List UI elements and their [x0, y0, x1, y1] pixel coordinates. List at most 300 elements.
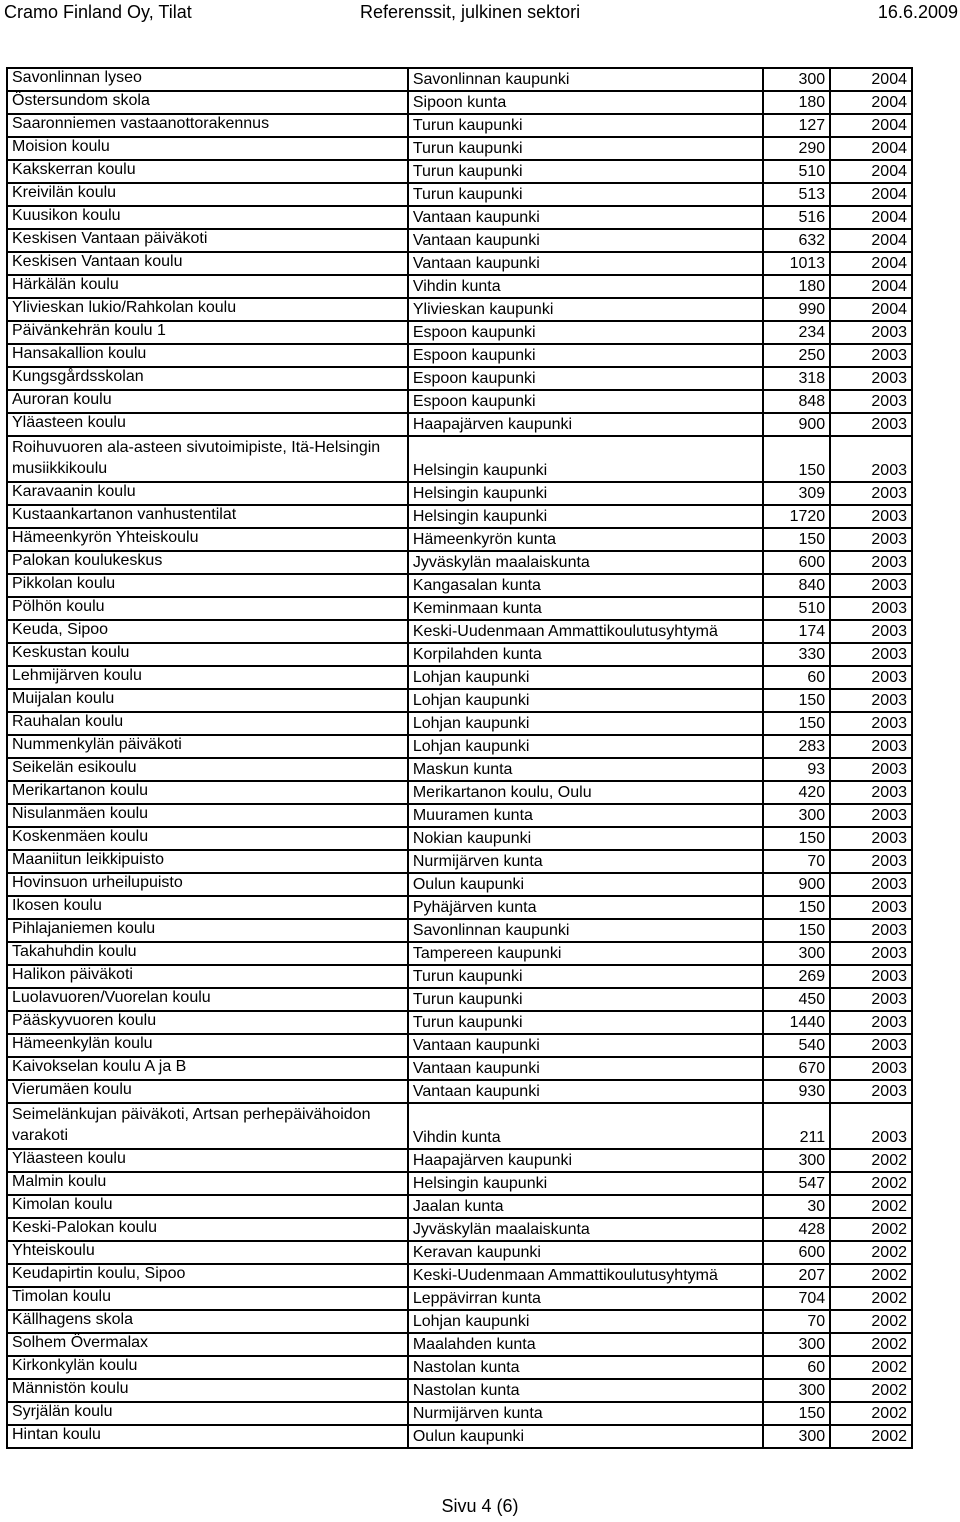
year-cell: 2002 — [830, 1149, 912, 1172]
project-name-cell — [7, 1287, 408, 1310]
year-cell: 2003 — [830, 666, 912, 689]
table-row — [7, 1057, 912, 1080]
client-cell: Pyhäjärven kunta — [408, 896, 763, 919]
table-row — [7, 597, 912, 620]
table-row — [7, 482, 912, 505]
year-cell: 2003 — [830, 321, 912, 344]
project-name-cell — [7, 275, 408, 298]
table-row — [7, 252, 912, 275]
year-cell: 2002 — [830, 1287, 912, 1310]
project-name-cell — [7, 1080, 408, 1103]
table-row — [7, 620, 912, 643]
table-row — [7, 781, 912, 804]
project-name-text: Källhagens skola — [12, 1311, 133, 1328]
year-cell: 2002 — [830, 1356, 912, 1379]
size-cell: 250 — [763, 344, 830, 367]
client-cell: Vihdin kunta — [408, 275, 763, 298]
size-cell: 300 — [763, 942, 830, 965]
year-cell: 2003 — [830, 781, 912, 804]
year-cell: 2002 — [830, 1195, 912, 1218]
project-name-text: Nisulanmäen koulu — [12, 805, 149, 822]
size-cell: 318 — [763, 367, 830, 390]
client-cell: Vantaan kaupunki — [408, 1057, 763, 1080]
project-name-cell — [7, 91, 408, 114]
project-name-text: Ylivieskan lukio/Rahkolan koulu — [12, 299, 237, 316]
year-cell: 2002 — [830, 1425, 912, 1448]
project-name-cell — [7, 229, 408, 252]
client-cell: Leppävirran kunta — [408, 1287, 763, 1310]
year-cell: 2004 — [830, 298, 912, 321]
year-cell: 2003 — [830, 597, 912, 620]
project-name-cell — [7, 1310, 408, 1333]
year-cell: 2002 — [830, 1310, 912, 1333]
size-cell: 70 — [763, 1310, 830, 1333]
project-name-text: Männistön koulu — [12, 1380, 129, 1397]
project-name-text: Auroran koulu — [12, 391, 112, 408]
year-cell: 2003 — [830, 1034, 912, 1057]
project-name-text: Härkälän koulu — [12, 276, 119, 293]
table-row — [7, 1425, 912, 1448]
table-row — [7, 1379, 912, 1402]
size-cell: 1720 — [763, 505, 830, 528]
project-name-cell — [7, 1333, 408, 1356]
client-cell: Lohjan kaupunki — [408, 689, 763, 712]
project-name-cell — [7, 551, 408, 574]
project-name-cell — [7, 1172, 408, 1195]
size-cell: 300 — [763, 1425, 830, 1448]
table-row — [7, 1310, 912, 1333]
project-name-cell — [7, 1379, 408, 1402]
project-name-cell — [7, 896, 408, 919]
header-company: Cramo Finland Oy, Tilat — [4, 2, 192, 22]
size-cell: 930 — [763, 1080, 830, 1103]
project-name-text: Keudapirtin koulu, Sipoo — [12, 1265, 186, 1282]
size-cell: 211 — [763, 1103, 830, 1149]
size-cell: 330 — [763, 643, 830, 666]
project-name-cell — [7, 758, 408, 781]
client-cell: Lohjan kaupunki — [408, 712, 763, 735]
project-name-text: Takahuhdin koulu — [12, 943, 137, 960]
year-cell: 2003 — [830, 390, 912, 413]
client-cell: Keski-Uudenmaan Ammattikoulutusyhtymä — [408, 620, 763, 643]
project-name-text: Hämeenkylän koulu — [12, 1035, 153, 1052]
client-cell: Espoon kaupunki — [408, 344, 763, 367]
project-name-text: Solhem Övermalax — [12, 1334, 149, 1351]
project-name-text: Kuusikon koulu — [12, 207, 121, 224]
table-row — [7, 367, 912, 390]
client-cell: Vantaan kaupunki — [408, 229, 763, 252]
table-row — [7, 137, 912, 160]
project-name-text: Keski-Palokan koulu — [12, 1219, 157, 1236]
year-cell: 2002 — [830, 1333, 912, 1356]
project-name-cell — [7, 436, 408, 482]
project-name-text: Kimolan koulu — [12, 1196, 113, 1213]
project-name-text: Pölhön koulu — [12, 598, 105, 615]
client-cell: Keravan kaupunki — [408, 1241, 763, 1264]
project-name-text: Kreivilän koulu — [12, 184, 117, 201]
size-cell: 180 — [763, 275, 830, 298]
project-name-cell — [7, 183, 408, 206]
project-name-cell — [7, 942, 408, 965]
table-row — [7, 942, 912, 965]
table-row — [7, 827, 912, 850]
reference-table — [6, 67, 913, 1449]
project-name-cell — [7, 666, 408, 689]
year-cell: 2002 — [830, 1218, 912, 1241]
client-cell: Vantaan kaupunki — [408, 1034, 763, 1057]
client-cell: Nokian kaupunki — [408, 827, 763, 850]
project-name-cell — [7, 505, 408, 528]
project-name-text: Syrjälän koulu — [12, 1403, 113, 1420]
project-name-cell — [7, 1057, 408, 1080]
client-cell: Jaalan kunta — [408, 1195, 763, 1218]
table-row — [7, 551, 912, 574]
client-cell: Espoon kaupunki — [408, 321, 763, 344]
year-cell: 2003 — [830, 873, 912, 896]
table-row — [7, 919, 912, 942]
project-name-cell — [7, 643, 408, 666]
project-name-text: Pihlajaniemen koulu — [12, 920, 156, 937]
client-cell: Lohjan kaupunki — [408, 735, 763, 758]
project-name-cell — [7, 919, 408, 942]
project-name-cell — [7, 367, 408, 390]
table-row — [7, 1264, 912, 1287]
table-row — [7, 1218, 912, 1241]
project-name-text: Keuda, Sipoo — [12, 621, 109, 638]
table-row — [7, 436, 912, 482]
project-name-text: Maaniitun leikkipuisto — [12, 851, 165, 868]
project-name-cell — [7, 620, 408, 643]
table-row — [7, 689, 912, 712]
year-cell: 2003 — [830, 712, 912, 735]
project-name-cell — [7, 413, 408, 436]
client-cell: Helsingin kaupunki — [408, 436, 763, 482]
year-cell: 2002 — [830, 1402, 912, 1425]
year-cell: 2003 — [830, 1080, 912, 1103]
table-row — [7, 344, 912, 367]
year-cell: 2003 — [830, 942, 912, 965]
client-cell: Muuramen kunta — [408, 804, 763, 827]
size-cell: 1440 — [763, 1011, 830, 1034]
size-cell: 150 — [763, 436, 830, 482]
client-cell: Oulun kaupunki — [408, 873, 763, 896]
client-cell: Oulun kaupunki — [408, 1425, 763, 1448]
client-cell: Lohjan kaupunki — [408, 666, 763, 689]
project-name-text: Seimelänkujan päiväkoti, Artsan perhepäivähoidon varakoti — [12, 1106, 371, 1144]
project-name-text: Yläasteen koulu — [12, 1150, 126, 1167]
project-name-text: Kaivokselan koulu A ja B — [12, 1058, 187, 1075]
client-cell: Kangasalan kunta — [408, 574, 763, 597]
project-name-cell — [7, 988, 408, 1011]
size-cell: 632 — [763, 229, 830, 252]
project-name-cell — [7, 873, 408, 896]
client-cell: Sipoon kunta — [408, 91, 763, 114]
project-name-cell — [7, 804, 408, 827]
project-name-text: Rauhalan koulu — [12, 713, 124, 730]
client-cell: Nurmijärven kunta — [408, 1402, 763, 1425]
client-cell: Turun kaupunki — [408, 137, 763, 160]
year-cell: 2003 — [830, 620, 912, 643]
project-name-cell — [7, 1356, 408, 1379]
year-cell: 2003 — [830, 643, 912, 666]
header-date: 16.6.2009 — [877, 2, 958, 22]
year-cell: 2003 — [830, 482, 912, 505]
size-cell: 300 — [763, 1379, 830, 1402]
client-cell: Keminmaan kunta — [408, 597, 763, 620]
project-name-cell — [7, 137, 408, 160]
project-name-text: Kirkonkylän koulu — [12, 1357, 138, 1374]
table-row — [7, 1172, 912, 1195]
year-cell: 2003 — [830, 965, 912, 988]
client-cell: Jyväskylän maalaiskunta — [408, 1218, 763, 1241]
table-row — [7, 298, 912, 321]
client-cell: Tampereen kaupunki — [408, 942, 763, 965]
table-row — [7, 1402, 912, 1425]
year-cell: 2003 — [830, 1011, 912, 1034]
size-cell: 234 — [763, 321, 830, 344]
table-row — [7, 183, 912, 206]
project-name-cell — [7, 965, 408, 988]
year-cell: 2003 — [830, 827, 912, 850]
project-name-cell — [7, 1218, 408, 1241]
header-title: Referenssit, julkinen sektori — [360, 2, 581, 22]
client-cell: Savonlinnan kaupunki — [408, 919, 763, 942]
year-cell: 2003 — [830, 413, 912, 436]
table-row — [7, 160, 912, 183]
project-name-cell — [7, 827, 408, 850]
project-name-cell — [7, 1241, 408, 1264]
year-cell: 2004 — [830, 275, 912, 298]
client-cell: Ylivieskan kaupunki — [408, 298, 763, 321]
project-name-cell — [7, 482, 408, 505]
year-cell: 2003 — [830, 988, 912, 1011]
table-row — [7, 758, 912, 781]
size-cell: 309 — [763, 482, 830, 505]
year-cell: 2003 — [830, 804, 912, 827]
project-name-text: Palokan koulukeskus — [12, 552, 163, 569]
table-row — [7, 873, 912, 896]
size-cell: 70 — [763, 850, 830, 873]
project-name-cell — [7, 298, 408, 321]
project-name-text: Savonlinnan lyseo — [12, 69, 142, 86]
size-cell: 283 — [763, 735, 830, 758]
size-cell: 30 — [763, 1195, 830, 1218]
table-row — [7, 114, 912, 137]
year-cell: 2003 — [830, 1103, 912, 1149]
size-cell: 150 — [763, 1402, 830, 1425]
size-cell: 1013 — [763, 252, 830, 275]
size-cell: 513 — [763, 183, 830, 206]
client-cell: Helsingin kaupunki — [408, 482, 763, 505]
table-row — [7, 390, 912, 413]
client-cell: Vantaan kaupunki — [408, 1080, 763, 1103]
year-cell: 2003 — [830, 1057, 912, 1080]
project-name-text: Östersundom skola — [12, 92, 150, 109]
project-name-text: Ikosen koulu — [12, 897, 102, 914]
project-name-text: Luolavuoren/Vuorelan koulu — [12, 989, 211, 1006]
year-cell: 2003 — [830, 689, 912, 712]
size-cell: 516 — [763, 206, 830, 229]
table-row — [7, 850, 912, 873]
client-cell: Turun kaupunki — [408, 183, 763, 206]
table-row — [7, 1080, 912, 1103]
client-cell: Nurmijärven kunta — [408, 850, 763, 873]
project-name-cell — [7, 68, 408, 91]
client-cell: Turun kaupunki — [408, 1011, 763, 1034]
project-name-text: Yläasteen koulu — [12, 414, 126, 431]
size-cell: 150 — [763, 689, 830, 712]
year-cell: 2004 — [830, 137, 912, 160]
size-cell: 547 — [763, 1172, 830, 1195]
client-cell: Helsingin kaupunki — [408, 505, 763, 528]
project-name-cell — [7, 1103, 408, 1149]
table-row — [7, 1103, 912, 1149]
year-cell: 2004 — [830, 183, 912, 206]
size-cell: 93 — [763, 758, 830, 781]
project-name-cell — [7, 735, 408, 758]
client-cell: Turun kaupunki — [408, 114, 763, 137]
project-name-cell — [7, 850, 408, 873]
size-cell: 510 — [763, 160, 830, 183]
size-cell: 428 — [763, 1218, 830, 1241]
size-cell: 670 — [763, 1057, 830, 1080]
page-number: Sivu 4 (6) — [441, 1496, 519, 1516]
table-row — [7, 1034, 912, 1057]
project-name-text: Vierumäen koulu — [12, 1081, 132, 1098]
size-cell: 600 — [763, 1241, 830, 1264]
project-name-cell — [7, 1264, 408, 1287]
client-cell: Haapajärven kaupunki — [408, 1149, 763, 1172]
project-name-cell — [7, 1402, 408, 1425]
project-name-text: Timolan koulu — [12, 1288, 112, 1305]
client-cell: Haapajärven kaupunki — [408, 413, 763, 436]
size-cell: 207 — [763, 1264, 830, 1287]
size-cell: 127 — [763, 114, 830, 137]
size-cell: 150 — [763, 827, 830, 850]
size-cell: 300 — [763, 1333, 830, 1356]
year-cell: 2004 — [830, 206, 912, 229]
size-cell: 900 — [763, 413, 830, 436]
size-cell: 450 — [763, 988, 830, 1011]
table-row — [7, 1149, 912, 1172]
project-name-cell — [7, 1425, 408, 1448]
project-name-cell — [7, 689, 408, 712]
project-name-text: Kustaankartanon vanhustentilat — [12, 506, 237, 523]
client-cell: Savonlinnan kaupunki — [408, 68, 763, 91]
year-cell: 2004 — [830, 68, 912, 91]
project-name-cell — [7, 1034, 408, 1057]
size-cell: 848 — [763, 390, 830, 413]
size-cell: 600 — [763, 551, 830, 574]
project-name-text: Kakskerran koulu — [12, 161, 136, 178]
project-name-text: Päivänkehrän koulu 1 — [12, 322, 166, 339]
project-name-text: Lehmijärven koulu — [12, 667, 142, 684]
size-cell: 150 — [763, 919, 830, 942]
project-name-cell — [7, 712, 408, 735]
client-cell: Vantaan kaupunki — [408, 252, 763, 275]
size-cell: 540 — [763, 1034, 830, 1057]
project-name-text: Yhteiskoulu — [12, 1242, 95, 1259]
year-cell: 2004 — [830, 252, 912, 275]
client-cell: Hämeenkyrön kunta — [408, 528, 763, 551]
project-name-text: Saaronniemen vastaanottorakennus — [12, 115, 270, 132]
project-name-text: Pikkolan koulu — [12, 575, 116, 592]
year-cell: 2003 — [830, 919, 912, 942]
size-cell: 150 — [763, 528, 830, 551]
table-row — [7, 896, 912, 919]
project-name-cell — [7, 1195, 408, 1218]
size-cell: 420 — [763, 781, 830, 804]
project-name-cell — [7, 252, 408, 275]
table-row — [7, 1241, 912, 1264]
project-name-text: Koskenmäen koulu — [12, 828, 149, 845]
project-name-text: Roihuvuoren ala-asteen sivutoimipiste, Itä-Helsingin musiikkikoulu — [12, 439, 381, 477]
year-cell: 2003 — [830, 528, 912, 551]
year-cell: 2003 — [830, 436, 912, 482]
year-cell: 2004 — [830, 229, 912, 252]
project-name-text: Malmin koulu — [12, 1173, 107, 1190]
year-cell: 2002 — [830, 1172, 912, 1195]
client-cell: Merikartanon koulu, Oulu — [408, 781, 763, 804]
table-row — [7, 68, 912, 91]
table-row — [7, 528, 912, 551]
client-cell: Vihdin kunta — [408, 1103, 763, 1149]
table-row — [7, 1287, 912, 1310]
table-row — [7, 1011, 912, 1034]
project-name-text: Seikelän esikoulu — [12, 759, 137, 776]
table-row — [7, 804, 912, 827]
table-row — [7, 321, 912, 344]
client-cell: Espoon kaupunki — [408, 390, 763, 413]
size-cell: 990 — [763, 298, 830, 321]
year-cell: 2003 — [830, 758, 912, 781]
project-name-cell — [7, 390, 408, 413]
size-cell: 150 — [763, 712, 830, 735]
year-cell: 2003 — [830, 344, 912, 367]
size-cell: 174 — [763, 620, 830, 643]
table-row — [7, 643, 912, 666]
table-row — [7, 712, 912, 735]
size-cell: 60 — [763, 1356, 830, 1379]
table-row — [7, 1333, 912, 1356]
project-name-text: Halikon päiväkoti — [12, 966, 133, 983]
client-cell: Lohjan kaupunki — [408, 1310, 763, 1333]
size-cell: 510 — [763, 597, 830, 620]
client-cell: Espoon kaupunki — [408, 367, 763, 390]
size-cell: 180 — [763, 91, 830, 114]
project-name-cell — [7, 1011, 408, 1034]
table-row — [7, 505, 912, 528]
project-name-cell — [7, 206, 408, 229]
client-cell: Jyväskylän maalaiskunta — [408, 551, 763, 574]
table-row — [7, 735, 912, 758]
year-cell: 2003 — [830, 850, 912, 873]
project-name-cell — [7, 321, 408, 344]
table-row — [7, 229, 912, 252]
client-cell: Maskun kunta — [408, 758, 763, 781]
size-cell: 840 — [763, 574, 830, 597]
year-cell: 2004 — [830, 114, 912, 137]
project-name-text: Nummenkylän päiväkoti — [12, 736, 182, 753]
client-cell: Helsingin kaupunki — [408, 1172, 763, 1195]
client-cell: Turun kaupunki — [408, 988, 763, 1011]
client-cell: Turun kaupunki — [408, 965, 763, 988]
project-name-text: Merikartanon koulu — [12, 782, 149, 799]
project-name-cell — [7, 574, 408, 597]
table-row — [7, 988, 912, 1011]
size-cell: 150 — [763, 896, 830, 919]
page-header — [0, 0, 960, 26]
